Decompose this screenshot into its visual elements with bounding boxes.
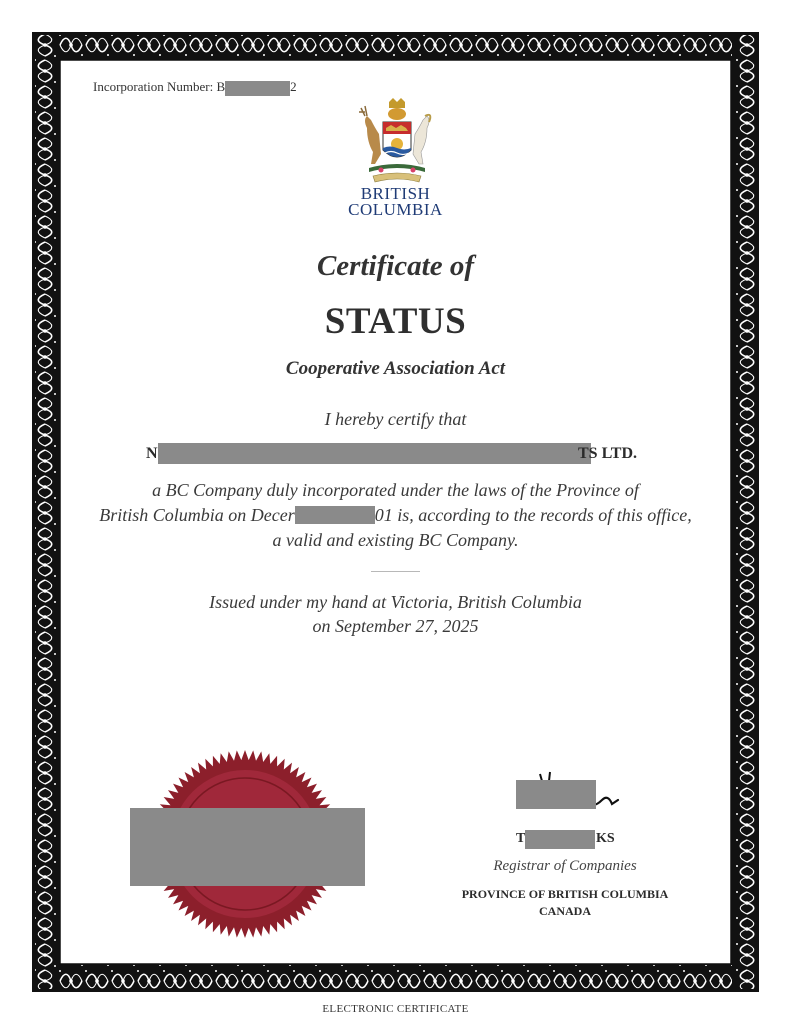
divider [371,571,420,572]
registrar-name-end: KS [596,831,615,846]
issued-line-1: Issued under my hand at Victoria, British Columbia [209,592,582,612]
british-columbia-wordmark [330,186,461,218]
registrar-name [516,830,636,850]
body-line-2-end: 01 is, according to the records of this office, [374,505,692,525]
registrar-name-start: T [516,831,526,846]
redaction-block [516,780,596,809]
redaction-block [525,830,595,849]
company-name [146,443,656,465]
company-name-start: N [146,445,158,462]
wordmark-line-1: BRITISH [360,184,431,203]
redaction-block [295,506,375,524]
issued-statement [0,590,791,638]
province-line-1: PROVINCE OF BRITISH COLUMBIA [461,887,669,901]
incorporation-number [93,79,297,96]
body-line-1: a BC Company duly incorporated under the laws of the Province of [152,480,639,500]
bc-coat-of-arms-icon [355,98,439,188]
certify-intro: I hereby certify that [324,409,467,429]
footer-electronic-certificate: ELECTRONIC CERTIFICATE [322,1003,469,1015]
wordmark-line-2: COLUMBIA [348,200,443,219]
incorporation-label: Incorporation Number: B [93,79,226,94]
act-name: Cooperative Association Act [285,358,506,379]
redaction-block [130,808,365,886]
province-block [440,886,690,920]
company-name-end: TS LTD. [578,445,637,462]
body-line-2-start: British Columbia on Decer [99,505,295,525]
redaction-block [225,81,290,96]
heading-certificate-of: Certificate of [316,250,475,282]
issued-date: on September 27, 2025 [312,616,479,636]
province-line-2: CANADA [539,904,591,918]
certification-body [80,478,711,553]
body-line-2 [80,503,711,528]
redaction-block [158,443,591,464]
heading-status: STATUS [324,301,467,342]
incorporation-suffix: 2 [290,79,297,94]
registrar-title: Registrar of Companies [493,858,637,874]
body-line-3: a valid and existing BC Company. [272,530,519,550]
